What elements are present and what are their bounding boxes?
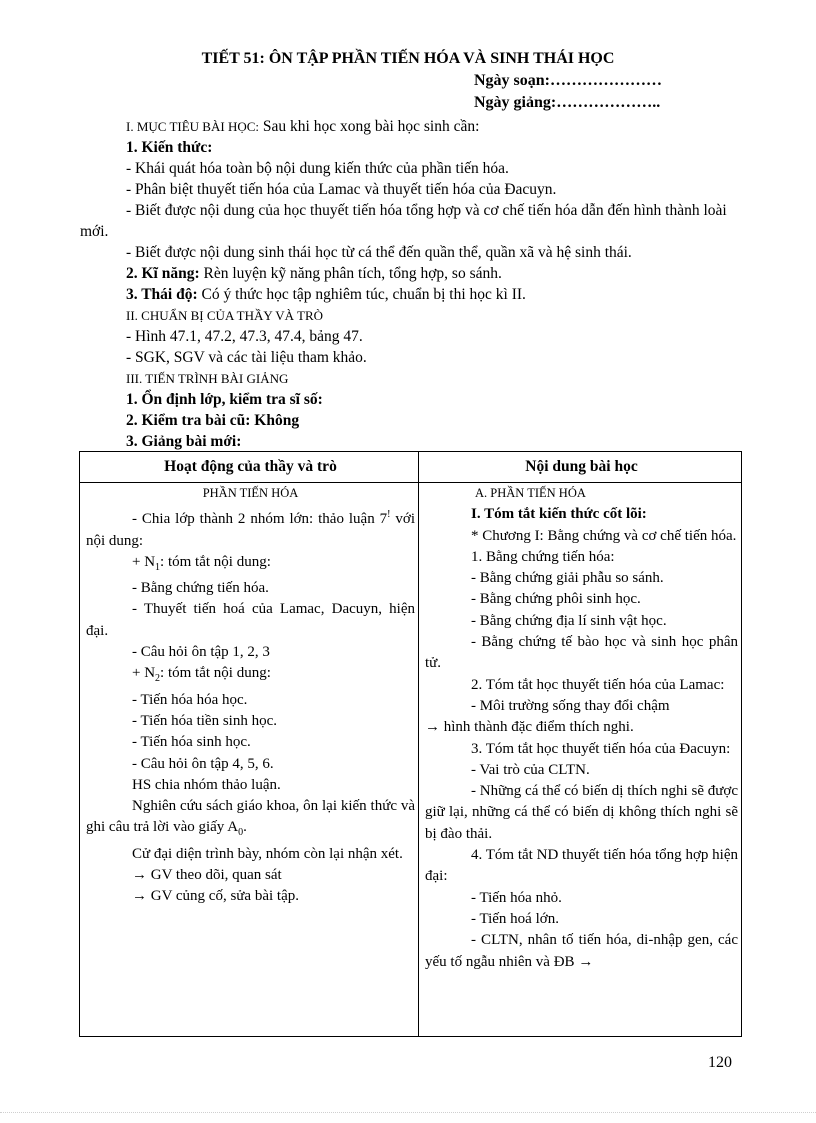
activity-line: với nội dung:: [86, 511, 415, 549]
content-line: hình thành đặc điểm thích nghi.: [443, 719, 634, 736]
knowledge-heading: 1. Kiến thức:: [126, 139, 213, 156]
attitude-text: Có ý thức học tập nghiêm túc, chuẩn bị thi học kì II.: [197, 286, 526, 303]
subscript: 0: [238, 827, 244, 839]
superscript: !: [387, 509, 391, 521]
group-label: + N: [132, 553, 156, 570]
group-text: : tóm tắt nội dung:: [160, 665, 271, 682]
subscript: 1: [155, 561, 161, 573]
content-line: 2. Tóm tắt học thuyết tiến hóa của Lamac:: [471, 676, 725, 693]
skills-text: Rèn luyện kỹ năng phân tích, tổng hợp, so sánh.: [199, 265, 502, 282]
activity-line: Cử đại diện trình bày, nhóm còn lại nhận xét.: [132, 845, 403, 862]
objectives-section: [80, 116, 740, 452]
right-heading: A. PHẦN TIẾN HÓA: [475, 486, 586, 500]
content-line: 4. Tóm tắt ND thuyết tiến hóa tổng hợp hiện đại:: [425, 847, 738, 885]
process-step: 3. Giảng bài mới:: [126, 433, 242, 450]
lesson-title: TIẾT 51: ÔN TẬP PHẦN TIẾN HÓA VÀ SINH THÁI HỌC: [201, 50, 615, 67]
preparation-item: - SGK, SGV và các tài liệu tham khảo.: [126, 349, 367, 366]
activity-line: - Chia lớp thành 2 nhóm lớn: thảo luận 7: [132, 511, 388, 528]
process-step: 2. Kiểm tra bài cũ: Không: [126, 412, 300, 429]
content-line: 3. Tóm tắt học thuyết tiến hóa của Đacuyn:: [471, 740, 731, 757]
arrow-icon: →: [132, 888, 147, 905]
content-line: - Tiến hóa nhỏ.: [471, 889, 562, 906]
arrow-icon: →: [132, 867, 147, 884]
attitude-heading: 3. Thái độ:: [126, 286, 198, 303]
activity-line: GV củng cố, sửa bài tập.: [150, 888, 299, 905]
activity-line: - Câu hỏi ôn tập 4, 5, 6.: [132, 755, 274, 772]
knowledge-item: - Khái quát hóa toàn bộ nội dung kiến thức của phần tiến hóa.: [126, 160, 509, 177]
activity-line: - Tiến hóa tiền sinh học.: [132, 712, 277, 729]
objectives-heading: I. MỤC TIÊU BÀI HỌC:: [126, 119, 260, 134]
content-line: - Bằng chứng phôi sinh học.: [471, 591, 641, 608]
activity-line: Nghiên cứu sách giáo khoa, ôn lại kiến thức và ghi câu trả lời vào giấy A: [86, 798, 415, 836]
activity-line: GV theo dõi, quan sát: [150, 867, 282, 884]
activity-line: - Câu hỏi ôn tập 1, 2, 3: [132, 644, 270, 661]
page-number: 120: [708, 1054, 732, 1071]
content-heading: I. Tóm tắt kiến thức cốt lõi:: [471, 506, 647, 523]
knowledge-item: - Phân biệt thuyết tiến hóa của Lamac và thuyết tiến hóa của Đacuyn.: [126, 181, 557, 198]
subscript: 2: [155, 673, 161, 685]
objectives-text: Sau khi học xong bài học sinh cần:: [259, 118, 480, 135]
content-line: - Vai trò của CLTN.: [471, 761, 590, 778]
header-lesson-content: Nội dung bài học: [419, 452, 742, 483]
activity-line: - Tiến hóa hóa học.: [132, 691, 248, 708]
group-label: + N: [132, 665, 156, 682]
punctuation: .: [243, 819, 247, 836]
content-line: * Chương I: Bằng chứng và cơ chế tiến hóa.: [471, 527, 737, 544]
preparation-item: - Hình 47.1, 47.2, 47.3, 47.4, bảng 47.: [126, 328, 363, 345]
activity-line: HS chia nhóm thảo luận.: [132, 776, 281, 793]
process-heading: III. TIẾN TRÌNH BÀI GIẢNG: [126, 371, 289, 386]
content-line: - Những cá thể có biến dị thích nghi sẽ được giữ lại, những cá thể có biến dị không thích nghi sẽ bị đào thải.: [425, 783, 738, 842]
process-step: 1. Ổn định lớp, kiểm tra sĩ số:: [126, 391, 323, 408]
activity-line: - Tiến hóa sinh học.: [132, 734, 251, 751]
preparation-heading: II. CHUẨN BỊ CỦA THẦY VÀ TRÒ: [126, 308, 324, 323]
activity-line: - Thuyết tiến hoá của Lamac, Dacuyn, hiện đại.: [86, 601, 415, 639]
date-prepared: Ngày soạn:…………………: [474, 72, 663, 89]
content-line: - Bằng chứng tế bào học và sinh học phân tử.: [425, 634, 738, 672]
content-line: 1. Bằng chứng tiến hóa:: [471, 548, 615, 565]
right-column: [419, 483, 742, 1037]
page-bottom-divider: [0, 1112, 816, 1113]
arrow-icon: →: [425, 719, 440, 736]
activity-line: - Bằng chứng tiến hóa.: [132, 580, 269, 597]
content-line: - Bằng chứng giải phẫu so sánh.: [471, 570, 664, 587]
knowledge-item: - Biết được nội dung sinh thái học từ cá thể đến quần thể, quần xã và hệ sinh thái.: [126, 244, 632, 261]
content-line: - Tiến hoá lớn.: [471, 910, 559, 927]
group-text: : tóm tắt nội dung:: [160, 553, 271, 570]
left-column: [80, 483, 419, 1037]
left-heading: PHẦN TIẾN HÓA: [202, 486, 299, 500]
header-teacher-student: Hoạt động của thầy và trò: [80, 452, 419, 483]
knowledge-item: - Biết được nội dung của học thuyết tiến hóa tổng hợp và cơ chế tiến hóa dẫn đến hình thành loài mới.: [80, 202, 727, 240]
content-line: - CLTN, nhân tố tiến hóa, di-nhập gen, các yếu tố ngẫu nhiên và ĐB: [425, 932, 738, 970]
content-line: - Bằng chứng địa lí sinh vật học.: [471, 612, 667, 629]
date-taught: Ngày giảng:………………..: [474, 94, 661, 111]
lesson-table: [79, 451, 742, 1037]
content-line: - Môi trường sống thay đổi chậm: [471, 697, 670, 714]
skills-heading: 2. Kĩ năng:: [126, 265, 200, 282]
arrow-icon: →: [578, 953, 594, 970]
